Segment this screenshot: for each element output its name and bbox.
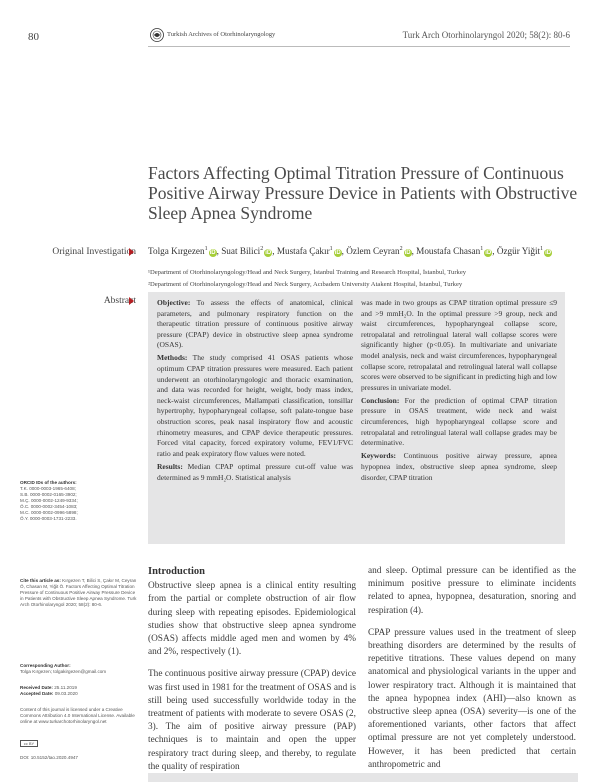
cc-license-icon[interactable]: cc BY: [20, 740, 38, 747]
orcid-id: Ö.Y. 0000-0003-1731-2233.: [20, 516, 77, 521]
author[interactable]: Özlem Ceyran$^2$iD,: [346, 246, 417, 257]
author[interactable]: Mustafa Çakır$^1$iD,: [276, 246, 347, 257]
page-number: 80: [28, 31, 39, 43]
orcid-icon[interactable]: iD: [485, 250, 492, 257]
abstract-objective: Objective: To assess the effects of anatomical, clinical parameters, and pulmonary respiratory function on the therapeutic titration pressure of continuous positive airway pressure (CPAP) device in obstructive sleep apnea syndrome (OSAS).: [157, 298, 353, 350]
abstract-label: Abstract: [103, 296, 136, 306]
abstract-column-right: [361, 298, 557, 486]
paragraph: Obstructive sleep apnea is a clinical entity resulting from the partial or complete obstruction of air flow during sleep with repeating episodes. Epidemiological studies show that obstructive sleep apnea syndrome (OSAS) affects middle aged men and women by 4% and 2%, respectively (1).: [148, 581, 356, 658]
author-email[interactable]: tolgakirgezen@gmail.com: [53, 669, 107, 674]
affiliation: ¹Department of Otorhinolaryngology/Head and Neck Surgery, İstanbul Training and Research Hospital, İstanbul, Turkey: [148, 269, 467, 276]
paragraph: and sleep. Optimal pressure can be identified as the minimum positive pressure to eliminate incidents related to apnea, hypopnea, desaturation, snoring and respiration (4).: [368, 566, 576, 616]
author[interactable]: Özgür Yiğit$^1$iD: [496, 246, 552, 257]
orcid-id: M.C. 0000-0002-0996-5898;: [20, 510, 78, 515]
body-column-left: [148, 565, 356, 782]
doi[interactable]: DOI: 10.5152/tao.2020.4947: [20, 755, 78, 760]
paragraph: CPAP pressure values used in the treatment of sleep breathing disorders are determined by the results of repetitive titrations. These values depend on many anatomical and physiological variants in the upper and lower respiratory tract. Although it is maintained that the apnea hypopnea index (AHI)—also known as obstructive sleep apnea (OSA) severity—is one of the aforementioned variants, other factors that affect optimal pressure are not yet completely understood. However, it has been predicted that certain anthropometric and: [368, 627, 576, 770]
orcid-id: S.B. 0000-0002-0165-3902;: [20, 492, 77, 497]
journal-name: Turkish Archives of Otorhinolaryngology: [167, 31, 276, 38]
header-divider: [148, 46, 570, 47]
orcid-icon[interactable]: iD: [209, 250, 216, 257]
orcid-icon[interactable]: iD: [545, 250, 552, 257]
orcid-id: T.K. 0000-0003-1965-6408;: [20, 486, 76, 491]
author[interactable]: Moustafa Chasan$^1$iD,: [416, 246, 497, 257]
abstract-keywords: Keywords: Continuous positive airway pressure, apnea hypopnea index, obstructive sleep apnea syndrome, sleep disorder, CPAP titration: [361, 451, 557, 482]
cc-license-badge[interactable]: [20, 740, 142, 747]
paragraph: The continuous positive airway pressure (CPAP) device was first used in 1981 for the treatment of OSAS and is still being used successfully worldwide today in the treatment of patients with moderate to severe OSAS (2, 3). The aim of positive airway pressure (PAP) techniques is to maintain and open the upper respiratory tract during sleep, and thereby, to regulate the quality of respiration: [148, 669, 356, 772]
author[interactable]: Tolga Kırgezen$^1$iD,: [148, 246, 222, 257]
orcid-list: ORCID IDs of the authors: T.K. 0000-0003-1965-6408; S.B. 0000-0002-0165-3902; M.Ç. 0000-0002-1249-9334; Ö.C. 0000-0002-3454-1083; M.C. 0000-0002-0996-5898; Ö.Y. 0000-0003-1731-2233.: [20, 480, 142, 522]
affiliation: ²Department of Otorhinolaryngology/Head and Neck Surgery, Acıbadem University Atakent Hospital, İstanbul, Turkey: [148, 280, 463, 288]
orcid-id: M.Ç. 0000-0002-1249-9334;: [20, 498, 78, 503]
orcid-icon[interactable]: iD: [404, 250, 411, 257]
abstract-results: Results: Median CPAP optimal pressure cut-off value was determined as 9 mmH₂O. Statistical analysis: [157, 461, 353, 482]
intro-heading: Introduction: [148, 566, 205, 577]
author-list: [148, 243, 588, 258]
orcid-id: Ö.C. 0000-0002-3454-1083;: [20, 504, 78, 509]
article-type-arrow-icon: [129, 248, 134, 256]
article-dates: Received Date: 25.11.2019 Accepted Date: 09.03.2020: [20, 685, 78, 696]
orcid-icon[interactable]: iD: [334, 250, 341, 257]
body-column-right: [368, 565, 576, 781]
abstract-arrow-icon: [129, 297, 134, 305]
abstract-methods: Methods: The study comprised 41 OSAS patients whose optimum CPAP titration pressures were measured. Each patient underwent an otorhinolaryngologic and thoracic examination, and data was recorded for height, weight, body mass index, neck-waist circumferences, Mallampati classification, tonsillar hypertrophy, hypopharyngeal collapse, soft palate-tongue base obstruction scores, peak nasal inspiratory flow and acoustic rhinometry measures, and CPAP device therapeutic pressures. Forced vital capacity, forced expiratory volume, FEV1/FVC ratio and peak expiratory flow values were noted.: [157, 353, 353, 458]
article-title: Factors Affecting Optimal Titration Pressure of Continuous Positive Airway Pressure Device in Patients with Obstructive Sleep Apnea Syndrome: [148, 163, 578, 223]
abstract-results-continued: was made in two groups as CPAP titration optimal pressure ≤9 and >9 mmH₂O. In the optimal pressure >9 group, neck and waist circumferences, hypopharyngeal collapse score, retropalatal and retrolingual lateral wall collapse scores were significantly higher (p<0.05). In multivariate and univariate model analysis, neck and waist circumferences, hypopharyngeal collapse score, retropalatal and retrolingual lateral wall collapse scores were observed to be significant in predicting high and low pressures in univariate model.: [361, 298, 557, 392]
cite-as: Cite this article as: Kırgezen T, Bilici S, Çakır M, Ceyran Ö, Chasan M, Yiğit Ö. Factors Affecting Optimal Titration Pressure of Continuous Positive Airway Pressure Device in Patients with Obstructive Sleep Apnea Syndrome. Turk Arch Otorhinolaryngol 2020; 58(2): 80-6.: [20, 578, 137, 607]
abstract-conclusion: Conclusion: For the prediction of optimal CPAP titration pressure in OSAS treatment, wide neck and waist circumferences, high hypopharyngeal collapse score and retropalatal and retrolingual lateral wall collapse grades may be determinative.: [361, 395, 557, 448]
journal-logo-icon: [150, 28, 164, 42]
author[interactable]: Suat Bilici$^2$iD,: [221, 246, 277, 257]
footer-bar: [148, 773, 578, 782]
orcid-icon[interactable]: iD: [265, 250, 272, 257]
license-info: Content of this journal is licensed under a Creative Commons Attribution 4.0 International License. Available online at www.turkarchotorhinolaryngol.net: [20, 707, 135, 724]
article-type-label: Original Investigation: [52, 247, 136, 257]
corresponding-author: Corresponding Author: Tolga Kırgezen; tolgakirgezen@gmail.com: [20, 663, 107, 674]
journal-citation: Turk Arch Otorhinolaryngol 2020; 58(2): 80-6: [402, 30, 570, 40]
abstract-column-left: [157, 298, 353, 486]
